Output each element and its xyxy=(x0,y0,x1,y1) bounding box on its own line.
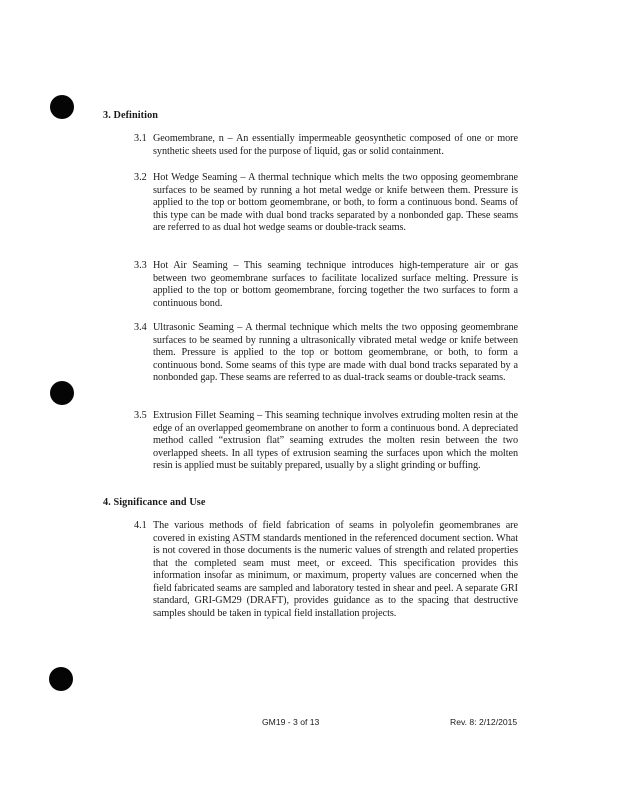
item-number: 3.1 xyxy=(134,133,147,144)
definition-item xyxy=(134,172,518,235)
punch-hole-middle xyxy=(50,381,74,405)
item-number: 3.4 xyxy=(134,322,147,333)
footer-page-number: GM19 - 3 of 13 xyxy=(262,717,320,727)
item-text: Hot Air Seaming – This seaming technique introduces high-temperature air or gas between two geomembrane surfaces to facilitate localized surface melting. Pressure is applied to the top or bottom geomembrane, forcing together the two surfaces to form a continuous bond. xyxy=(153,260,518,309)
item-text: The various methods of field fabrication of seams in polyolefin geomembranes are covered in existing ASTM standards mentioned in the referenced document section. What is not covered in those documents is the numeric values of strength and related properties that the completed seam must meet, or exceed. This specification provides this information insofar as minimum, or maximum, property values are concerned when the field fabricated seams are sampled and laboratory tested in shear and peel. A separate GRI standard, GRI-GM29 (DRAFT), provides guidance as to the spacing that destructive samples should be taken in typical field installation projects. xyxy=(153,520,518,619)
item-number: 4.1 xyxy=(134,520,147,531)
definition-item xyxy=(134,410,518,473)
item-text: Extrusion Fillet Seaming – This seaming technique involves extruding molten resin at the edge of an overlapped geomembrane on another to form a continuous bond. A depreciated method called “extrusion flat” seaming extrudes the molten resin between the two overlapped sheets. In all types of extrusion seaming the surfaces upon which the molten resin is applied must be suitably prepared, usually by a slight grinding or buffing. xyxy=(153,410,518,471)
section-heading-definition: 3. Definition xyxy=(103,110,159,121)
significance-item xyxy=(134,520,518,620)
definition-item xyxy=(134,133,518,158)
item-number: 3.5 xyxy=(134,410,147,421)
item-text: Geomembrane, n – An essentially impermeable geosynthetic composed of one or more synthetic sheets used for the purpose of liquid, gas or solid containment. xyxy=(153,133,518,157)
definition-item xyxy=(134,260,518,310)
section-heading-significance: 4. Significance and Use xyxy=(103,497,206,508)
item-number: 3.2 xyxy=(134,172,147,183)
item-text: Ultrasonic Seaming – A thermal technique which melts the two opposing geomembrane surfaces to be seamed by running a ultrasonically vibrated metal wedge or knife between them. Pressure is applied to the top or bottom geomembrane, or both, to form a continuous bond. Some seams of this type are made with dual bond tracks separated by a nonbonded gap. These seams are referred to as dual-track seams or double-track seams. xyxy=(153,322,518,383)
definition-item xyxy=(134,322,518,385)
punch-hole-top xyxy=(50,95,74,119)
item-number: 3.3 xyxy=(134,260,147,271)
item-text: Hot Wedge Seaming – A thermal technique which melts the two opposing geomembrane surfaces to be seamed by running a hot metal wedge or knife between them. Pressure is applied to the top or bottom geomembrane, or both, to form a continuous bond. Seams of this type can be made with dual bond tracks separated by a nonbonded gap. These seams are referred to as dual hot wedge seams or double-track seams. xyxy=(153,172,518,233)
punch-hole-bottom xyxy=(49,667,73,691)
footer-revision: Rev. 8: 2/12/2015 xyxy=(450,717,518,727)
